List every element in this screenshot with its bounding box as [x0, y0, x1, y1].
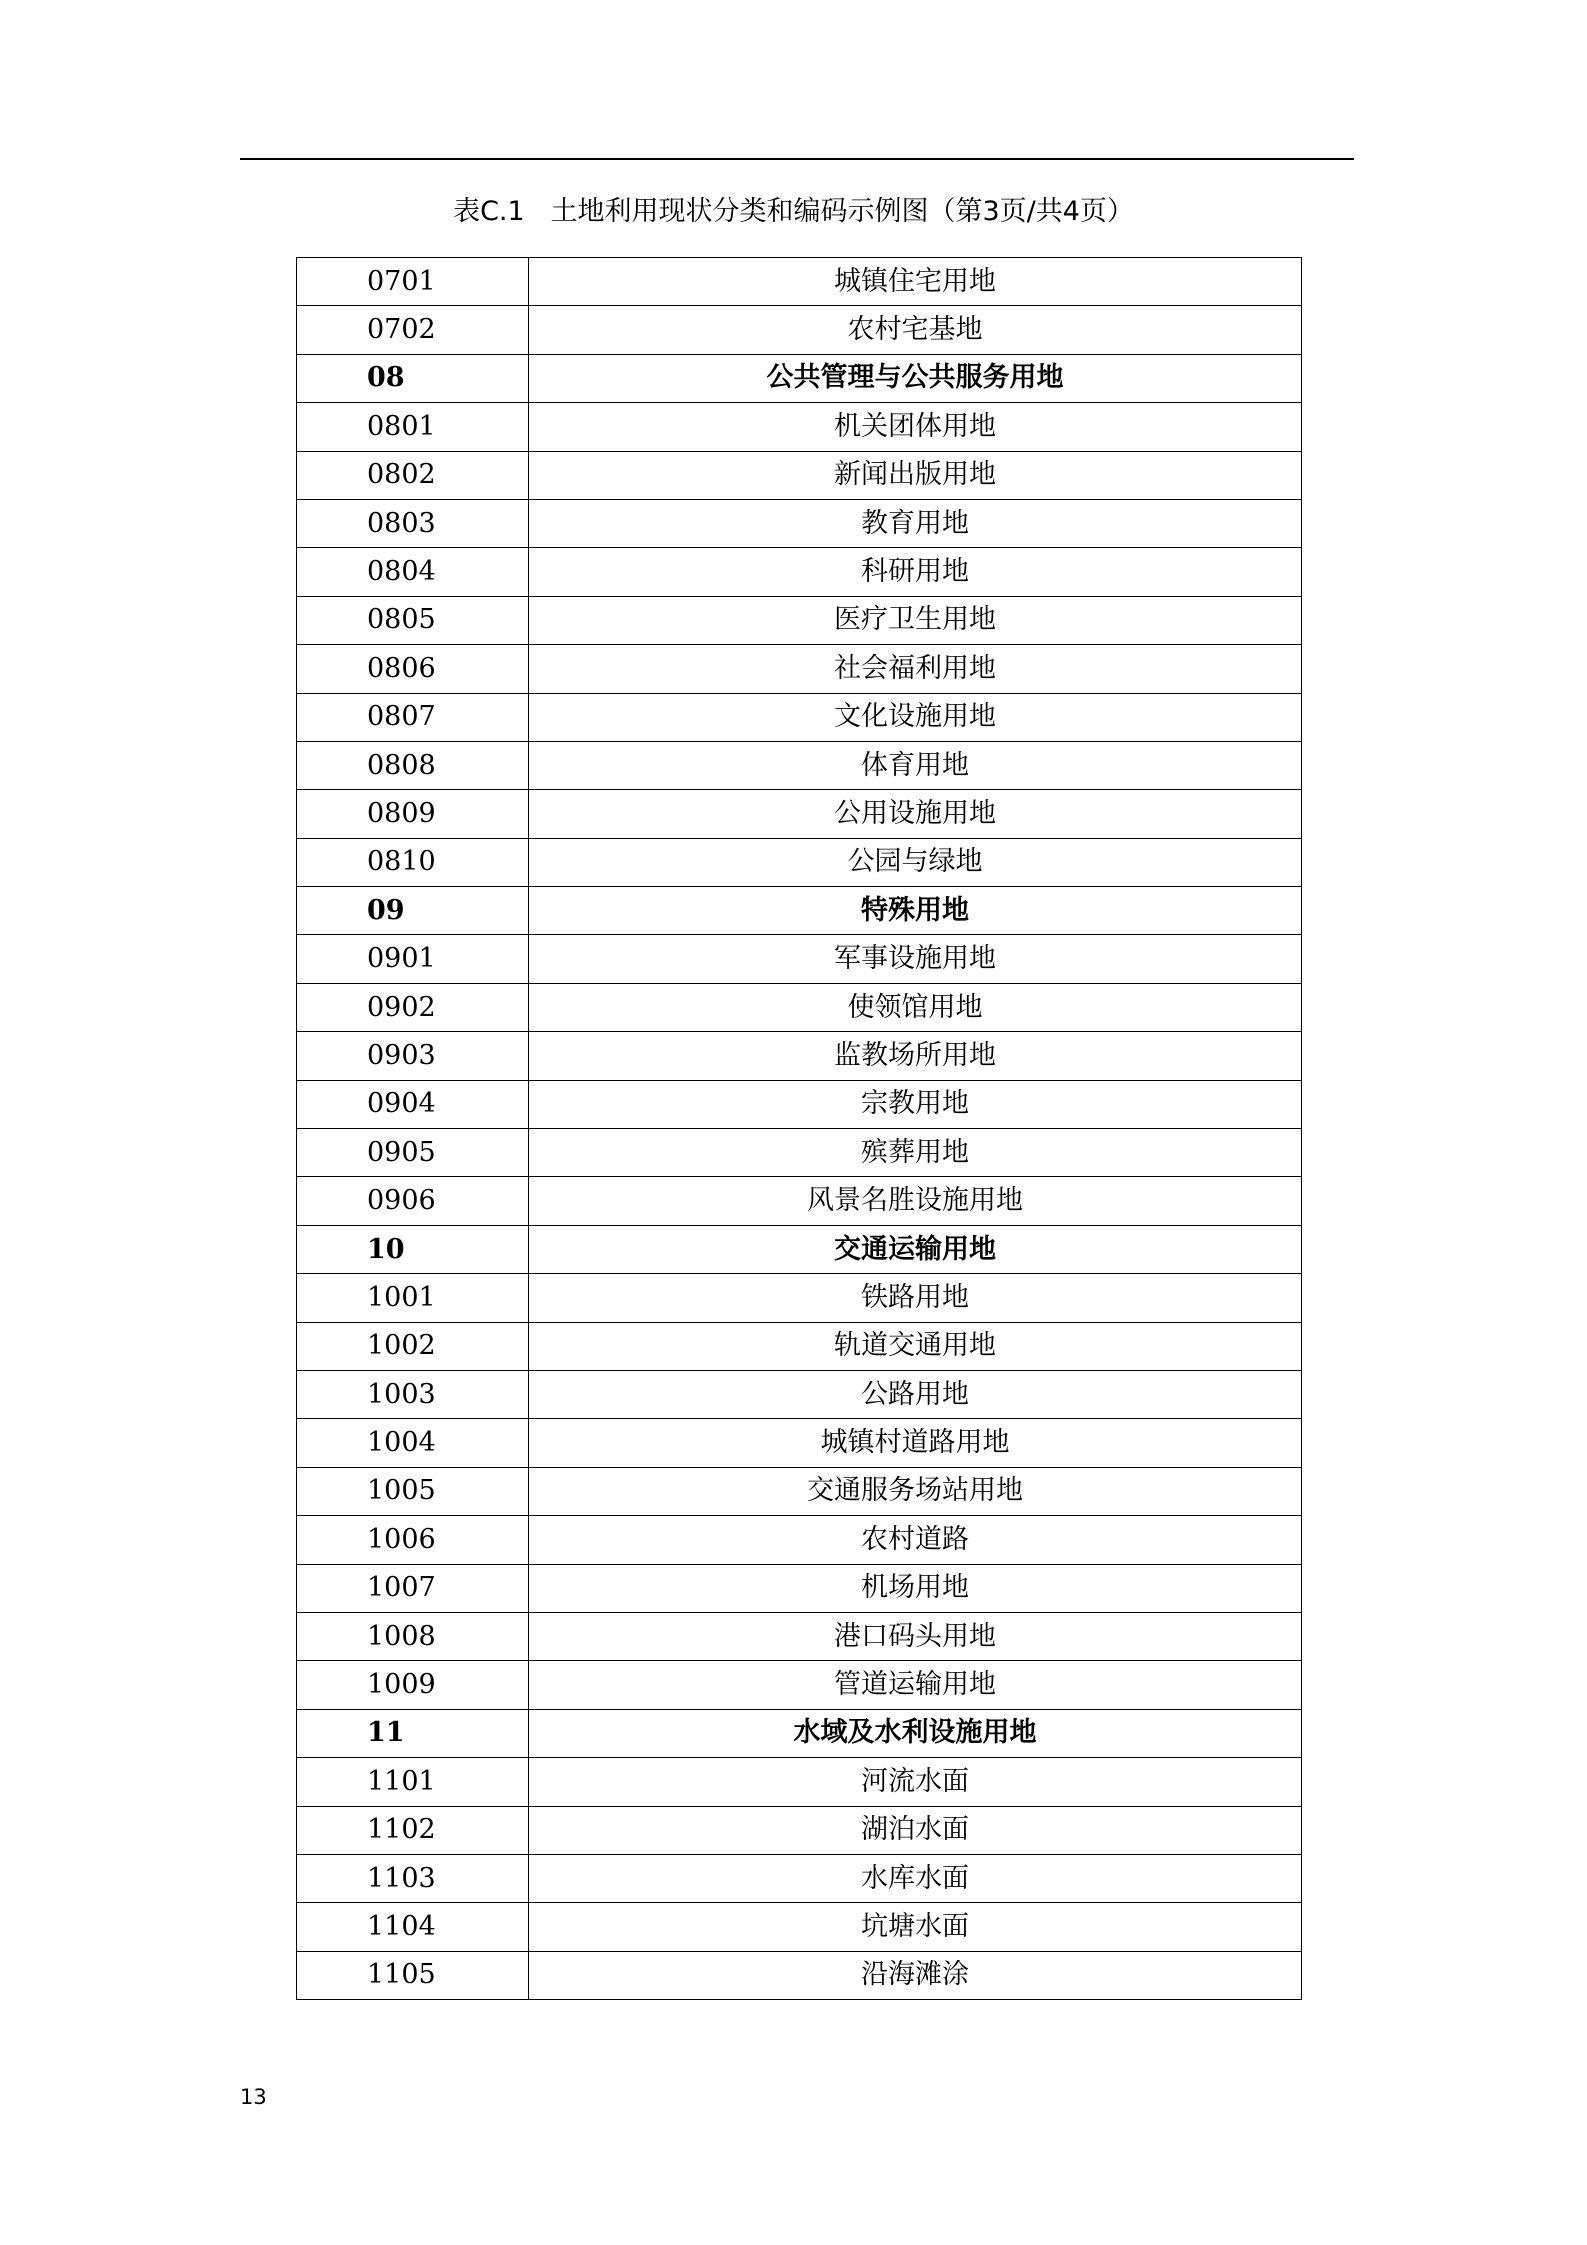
- table-row: [297, 1467, 1302, 1515]
- land-use-name-cell: 城镇住宅用地: [529, 258, 1302, 306]
- land-use-code-cell: 0807: [297, 693, 529, 741]
- land-use-code-cell: 1104: [297, 1903, 529, 1951]
- land-use-name-cell: 新闻出版用地: [529, 451, 1302, 499]
- land-use-name-cell: 港口码头用地: [529, 1612, 1302, 1660]
- land-use-code-cell: 1006: [297, 1516, 529, 1564]
- land-use-code-cell: 0901: [297, 935, 529, 983]
- land-use-code-cell: 1009: [297, 1661, 529, 1709]
- table-row: [297, 258, 1302, 306]
- land-use-name-cell: 河流水面: [529, 1758, 1302, 1806]
- table-row: [297, 645, 1302, 693]
- land-use-table-container: [296, 257, 1302, 2000]
- land-use-code-cell: 08: [297, 354, 529, 402]
- land-use-code-cell: 0803: [297, 499, 529, 547]
- land-use-code-cell: 1105: [297, 1951, 529, 1999]
- land-use-name-cell: 科研用地: [529, 548, 1302, 596]
- land-use-name-cell: 铁路用地: [529, 1274, 1302, 1322]
- land-use-code-cell: 0802: [297, 451, 529, 499]
- land-use-code-cell: 1001: [297, 1274, 529, 1322]
- table-row: [297, 1370, 1302, 1418]
- land-use-name-cell: 坑塘水面: [529, 1903, 1302, 1951]
- category-heading-row: [297, 1709, 1302, 1757]
- land-use-classification-table: [296, 257, 1302, 2000]
- land-use-name-cell: 监教场所用地: [529, 1032, 1302, 1080]
- land-use-code-cell: 0801: [297, 403, 529, 451]
- table-row: [297, 1516, 1302, 1564]
- land-use-name-cell: 水库水面: [529, 1854, 1302, 1902]
- land-use-code-cell: 11: [297, 1709, 529, 1757]
- category-heading-row: [297, 354, 1302, 402]
- table-row: [297, 403, 1302, 451]
- table-row: [297, 306, 1302, 354]
- land-use-code-cell: 0905: [297, 1129, 529, 1177]
- land-use-name-cell: 农村道路: [529, 1516, 1302, 1564]
- land-use-code-cell: 1005: [297, 1467, 529, 1515]
- table-row: [297, 935, 1302, 983]
- land-use-code-cell: 0805: [297, 596, 529, 644]
- land-use-code-cell: 10: [297, 1225, 529, 1273]
- land-use-name-cell: 军事设施用地: [529, 935, 1302, 983]
- land-use-code-cell: 0903: [297, 1032, 529, 1080]
- table-row: [297, 1419, 1302, 1467]
- land-use-name-cell: 风景名胜设施用地: [529, 1177, 1302, 1225]
- land-use-name-cell: 使领馆用地: [529, 983, 1302, 1031]
- table-row: [297, 1758, 1302, 1806]
- land-use-code-cell: 1004: [297, 1419, 529, 1467]
- table-row: [297, 1080, 1302, 1128]
- land-use-code-cell: 1101: [297, 1758, 529, 1806]
- land-use-name-cell: 教育用地: [529, 499, 1302, 547]
- land-use-code-cell: 1002: [297, 1322, 529, 1370]
- table-row: [297, 1903, 1302, 1951]
- land-use-name-cell: 医疗卫生用地: [529, 596, 1302, 644]
- table-row: [297, 790, 1302, 838]
- table-row: [297, 1274, 1302, 1322]
- land-use-code-cell: 0701: [297, 258, 529, 306]
- table-body: [297, 258, 1302, 2000]
- land-use-name-cell: 管道运输用地: [529, 1661, 1302, 1709]
- land-use-code-cell: 0902: [297, 983, 529, 1031]
- land-use-name-cell: 宗教用地: [529, 1080, 1302, 1128]
- land-use-name-cell: 交通服务场站用地: [529, 1467, 1302, 1515]
- land-use-name-cell: 农村宅基地: [529, 306, 1302, 354]
- land-use-code-cell: 0810: [297, 838, 529, 886]
- land-use-code-cell: 0904: [297, 1080, 529, 1128]
- land-use-name-cell: 沿海滩涂: [529, 1951, 1302, 1999]
- table-row: [297, 693, 1302, 741]
- land-use-code-cell: 0808: [297, 741, 529, 789]
- table-row: [297, 1322, 1302, 1370]
- table-row: [297, 451, 1302, 499]
- header-rule: [240, 158, 1354, 160]
- table-row: [297, 1661, 1302, 1709]
- land-use-name-cell: 机场用地: [529, 1564, 1302, 1612]
- land-use-name-cell: 体育用地: [529, 741, 1302, 789]
- land-use-code-cell: 09: [297, 887, 529, 935]
- table-row: [297, 1129, 1302, 1177]
- land-use-name-cell: 轨道交通用地: [529, 1322, 1302, 1370]
- table-row: [297, 1564, 1302, 1612]
- land-use-name-cell: 水域及水利设施用地: [529, 1709, 1302, 1757]
- land-use-name-cell: 公园与绿地: [529, 838, 1302, 886]
- table-row: [297, 1612, 1302, 1660]
- category-heading-row: [297, 887, 1302, 935]
- land-use-name-cell: 公共管理与公共服务用地: [529, 354, 1302, 402]
- land-use-name-cell: 机关团体用地: [529, 403, 1302, 451]
- table-row: [297, 548, 1302, 596]
- table-row: [297, 1951, 1302, 1999]
- land-use-name-cell: 殡葬用地: [529, 1129, 1302, 1177]
- land-use-name-cell: 交通运输用地: [529, 1225, 1302, 1273]
- table-row: [297, 983, 1302, 1031]
- land-use-code-cell: 0804: [297, 548, 529, 596]
- table-row: [297, 1854, 1302, 1902]
- table-caption: 表C.1 土地利用现状分类和编码示例图（第3页/共4页）: [453, 196, 1134, 227]
- table-row: [297, 1806, 1302, 1854]
- land-use-name-cell: 公用设施用地: [529, 790, 1302, 838]
- land-use-code-cell: 1003: [297, 1370, 529, 1418]
- land-use-code-cell: 0806: [297, 645, 529, 693]
- land-use-name-cell: 公路用地: [529, 1370, 1302, 1418]
- land-use-name-cell: 湖泊水面: [529, 1806, 1302, 1854]
- land-use-code-cell: 0809: [297, 790, 529, 838]
- land-use-name-cell: 社会福利用地: [529, 645, 1302, 693]
- land-use-name-cell: 文化设施用地: [529, 693, 1302, 741]
- table-row: [297, 741, 1302, 789]
- land-use-name-cell: 特殊用地: [529, 887, 1302, 935]
- table-row: [297, 838, 1302, 886]
- table-row: [297, 596, 1302, 644]
- land-use-code-cell: 0906: [297, 1177, 529, 1225]
- land-use-name-cell: 城镇村道路用地: [529, 1419, 1302, 1467]
- land-use-code-cell: 1007: [297, 1564, 529, 1612]
- land-use-code-cell: 0702: [297, 306, 529, 354]
- land-use-code-cell: 1103: [297, 1854, 529, 1902]
- land-use-code-cell: 1102: [297, 1806, 529, 1854]
- table-row: [297, 1177, 1302, 1225]
- category-heading-row: [297, 1225, 1302, 1273]
- table-row: [297, 499, 1302, 547]
- land-use-code-cell: 1008: [297, 1612, 529, 1660]
- page-number: 13: [240, 2085, 267, 2109]
- table-row: [297, 1032, 1302, 1080]
